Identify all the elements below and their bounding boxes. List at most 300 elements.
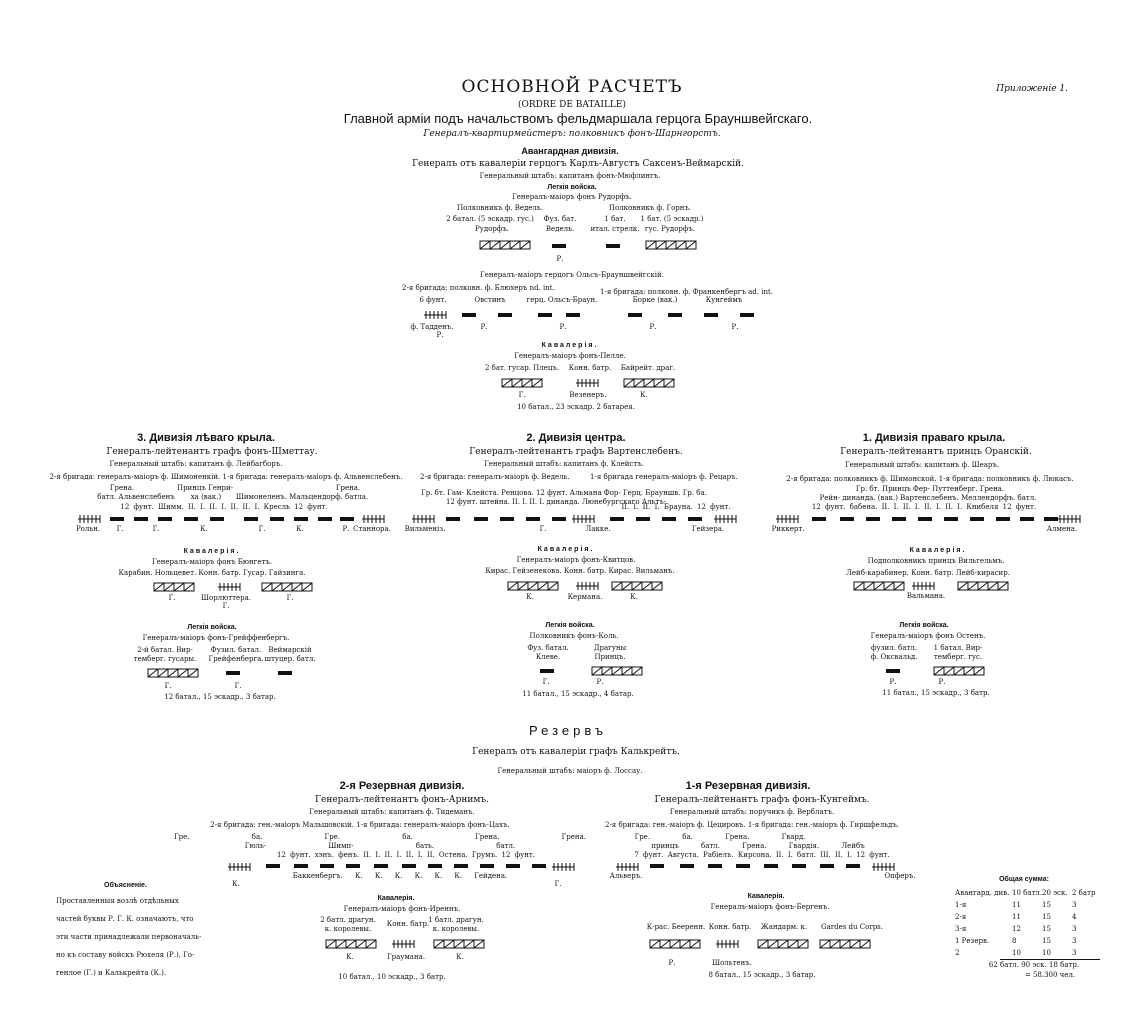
reserve1-unit-origin: Альверъ. (609, 872, 643, 880)
left-unit-origin: Р. (342, 525, 350, 533)
center-cav-origin: Кермана. (567, 593, 603, 601)
artillery-battery-symbol (576, 582, 598, 590)
left-unit-origin: К. (296, 525, 304, 533)
cavalry-squadrons-symbol (154, 583, 194, 591)
reserve1-cav-commander: Генералъ-маіоръ фонъ-Бергенъ. (710, 903, 830, 911)
center-light-commander: Полковникъ фонъ-Коль. (529, 632, 619, 640)
vanguard-light-commander: Генералъ-маіоръ фонъ Рудорфъ. (512, 193, 632, 201)
infantry-battalion-symbol (184, 517, 198, 521)
infantry-battalion-symbol (374, 864, 388, 868)
vanguard-inf-label: Овстинъ (474, 296, 506, 304)
infantry-battalion-symbol (606, 244, 620, 248)
vanguard-brigade-2: 2-я бригада: полковн. ф. Блюхеръ nd. int. (402, 284, 555, 292)
center-unit-origin: Вильменіз. (404, 525, 446, 533)
vanguard-brigade-commander: Генералъ-маіоръ герцогъ Ольсъ-Брауншвейгскій. (480, 271, 664, 279)
reserve1-cav-label: Жандарм. к. (760, 923, 808, 931)
infantry-battalion-symbol (764, 864, 778, 868)
right-cav-origin: Вальмана. (906, 592, 946, 600)
left-cav-origin: Г. (222, 602, 230, 610)
infantry-battalion-symbol (226, 671, 240, 675)
reserve2-cav-label: 1 батл. драгун. (428, 916, 484, 924)
vanguard-light-unit: 2 батал. (5 эскадр. гус.) (446, 215, 534, 223)
infantry-battalion-symbol (500, 517, 514, 521)
reserve2-cav-label2: к. королевы. (432, 925, 480, 933)
infantry-battalion-symbol (266, 864, 280, 868)
totals-cell: 3 (1072, 937, 1077, 945)
infantry-battalion-symbol (446, 517, 460, 521)
totals-cell: 2-я (955, 913, 967, 921)
infantry-battalion-symbol (812, 517, 826, 521)
artillery-battery-symbol (576, 379, 598, 387)
infantry-battalion-symbol (294, 517, 308, 521)
center-cav-commander: Генералъ-маіоръ фонъ-Квитцов. (516, 556, 636, 564)
infantry-battalion-symbol (662, 517, 676, 521)
artillery-battery-symbol (78, 515, 100, 523)
artillery-battery-symbol (392, 940, 414, 948)
left-cav-commander: Генералъ-маіоръ фонъ Бюнгетъ. (151, 558, 273, 566)
legend-line: эти части принадлежали первоначаль- (56, 933, 202, 941)
reserve2-cav-label2: к. королевы. (324, 925, 372, 933)
center-cav-labels: Кирас. Гейзенекова. Конн. батр. Кирас. Вильманъ. (485, 567, 675, 575)
right-light-label: фузил. батл. (871, 644, 917, 652)
cavalry-squadrons-symbol (612, 582, 662, 590)
center-light-label: Драгуны (593, 644, 627, 652)
infantry-battalion-symbol (636, 517, 650, 521)
right-cav-commander: Подполковникъ принцъ Вильгельмъ. (867, 557, 1005, 565)
cavalry-squadrons-symbol (508, 582, 558, 590)
legend-line: Проставленныя возлѣ отдѣльных (56, 897, 179, 905)
vanguard-inf-origin: Р. (436, 331, 444, 339)
infantry-battalion-symbol (610, 517, 624, 521)
legend-line: частей буквы Р. Г. К. означаютъ, что (56, 915, 194, 923)
left-unit-top2: ха (вак.) (190, 493, 222, 501)
infantry-battalion-symbol (680, 864, 694, 868)
vanguard-cav-origin: Везенеръ. (569, 391, 607, 399)
infantry-battalion-symbol (566, 313, 580, 317)
reserve1-cav-origin: Шольтенъ. (712, 959, 752, 967)
artillery-battery-symbol (912, 582, 934, 590)
right-unit-origin: Риккерт. (771, 525, 805, 533)
vanguard-inf-label: герц. Ольсъ-Браун. (526, 296, 598, 304)
totals-cell: 3 (1072, 901, 1077, 909)
main-heading: Главной арміи подъ начальствомъ фельдмаршала герцога Брауншвейгскаго. (343, 111, 813, 126)
left-summary: 12 батал., 15 эскадр., 3 батар. (164, 693, 276, 701)
reserve2-cav-commander: Генералъ-маіоръ фонъ-Иреннъ. (343, 905, 461, 913)
reserve1-staff: Генеральный штабъ: поручикъ ф. Верблатъ. (669, 808, 835, 816)
infantry-battalion-symbol (650, 864, 664, 868)
quartermaster: Генералъ-квартирмейстеръ: полковникъ фонъ-Шарнгорстъ. (423, 129, 721, 139)
right-unit-origin: Алмена. (1046, 525, 1078, 533)
left-light-label: 2-й батал. Вир- (137, 646, 193, 654)
vanguard-cav-commander: Генералъ-маіоръ фонъ-Пелле. (514, 352, 626, 360)
reserve2-brigades: 2-я бригада: ген.-маіоръ Мальшовскій. 1-я бригада: генералъ-маіоръ фонъ-Цахъ. (210, 821, 510, 829)
cavalry-squadrons-symbol (624, 379, 674, 387)
center-unit-origin: Лакке. (585, 525, 611, 533)
center-units-top: Гр. бт. Гам- Клейста. Ренцова. 12 фунт. Альмана Фор- Герц. Брауншв. Гр. ба. (421, 489, 707, 497)
totals-cell: Авангард. див. (955, 889, 1010, 897)
center-brigade-1: 1-я бригада генералъ-маіоръ ф. Рецаръ. (590, 473, 738, 481)
right-division-commander: Генералъ-лейтенантъ принцъ Оранскій. (840, 447, 1032, 457)
artillery-battery-symbol (218, 583, 240, 591)
vanguard-col2-commander: Полковникъ ф. Горнъ. (608, 204, 692, 212)
vanguard-inf-origin: Р. (649, 323, 657, 331)
artillery-battery-symbol (872, 863, 894, 871)
infantry-battalion-symbol (244, 517, 258, 521)
vanguard-cav-label: Байрейт. драг. (620, 364, 676, 372)
left-division-commander: Генералъ-лейтенантъ графъ фонъ-Шметтау. (106, 447, 318, 457)
infantry-battalion-symbol (346, 864, 360, 868)
reserve1-cav-label: К-рас. Бееренн. (646, 923, 706, 931)
left-light-label: Веймарскій (268, 646, 312, 654)
center-light-title: Легкія войска. (545, 622, 595, 629)
totals-sum: 62 батл. 90 эск. 18 батр. (988, 961, 1080, 969)
appendix-label: Приложеніе 1. (996, 84, 1068, 94)
reserve1-cav-origin: Р. (668, 959, 676, 967)
right-division-brigades: 2-я бригада: полковникъ ф. Шимонской. 1-я бригада: полковникъ ф. Люкасъ. (786, 475, 1074, 483)
artillery-battery-symbol (1058, 515, 1080, 523)
totals-cell: 3 (1072, 925, 1077, 933)
left-light-origin: Г. (234, 682, 242, 690)
totals-cell: 15 (1042, 901, 1051, 909)
vanguard-inf-origin: ф. Тадденъ. (410, 323, 454, 331)
cavalry-squadrons-symbol (480, 241, 530, 249)
vanguard-cav-label: 2 бат. гусар. Плецъ. (484, 364, 560, 372)
left-unit-origin: Рольн. (75, 525, 101, 533)
right-cav-title: Кавалерія. (909, 547, 967, 554)
infantry-battalion-symbol (552, 244, 566, 248)
vanguard-inf-label: 6 фунт. (419, 296, 447, 304)
legend-line: но къ составу войскъ Рюхеля (Р.), Го- (56, 951, 195, 959)
infantry-battalion-symbol (708, 864, 722, 868)
vanguard-inf-label: Кунгеймъ (705, 296, 743, 304)
infantry-battalion-symbol (792, 864, 806, 868)
left-unit-origin: Г. (258, 525, 266, 533)
infantry-battalion-symbol (318, 517, 332, 521)
reserve2-unit-origin: К. (232, 880, 240, 888)
totals-cell: 12 (1012, 925, 1021, 933)
infantry-battalion-symbol (944, 517, 958, 521)
left-unit-top2: Шимонеленъ. Мальцендорф. батла. (235, 493, 369, 501)
totals-cell: 10 (1012, 949, 1021, 957)
reserve1-commander: Генералъ-лейтенантъ графъ фонъ-Кунгеймъ. (654, 795, 870, 805)
cavalry-squadrons-symbol (262, 583, 312, 591)
center-division-title: 2. Дивизія центра. (526, 432, 626, 444)
totals-cell: 11 (1012, 901, 1021, 909)
center-unit-origin: Гейзера. (691, 525, 725, 533)
right-summary: 11 батал., 15 эскадр., 3 батр. (882, 689, 990, 697)
infantry-battalion-symbol (506, 864, 520, 868)
vanguard-light-unit: 1 бат. (604, 215, 626, 223)
cavalry-squadrons-symbol (434, 940, 484, 948)
infantry-battalion-symbol (1044, 517, 1058, 521)
reserve1-unit-origin: Опферъ. (884, 872, 916, 880)
reserve2-cav-label: Конн. батр. (386, 920, 430, 928)
reserve2-cav-origin: Граумана. (386, 953, 426, 961)
infantry-battalion-symbol (866, 517, 880, 521)
totals-cell: 20 эск. (1042, 889, 1068, 897)
artillery-battery-symbol (716, 940, 738, 948)
totals-title: Общая сумма: (999, 876, 1049, 883)
right-light-label2: ф. Оксвальд. (870, 653, 918, 661)
totals-men: = 58.300 чел. (1024, 971, 1076, 979)
reserve1-units-row: 7 фунт. Августа. Рабіелъ. Кирсона. II. I. батл. III. II. I. 12 фунт. (634, 851, 890, 859)
left-units-row: 12 фунт. Шимм. II. I. II. I. II. II. I. Кресль 12 фунт. (120, 503, 328, 511)
center-brigade-2: 2-я бригада: генералъ-маіоръ ф. Ведель. (420, 473, 570, 481)
cavalry-squadrons-symbol (854, 582, 904, 590)
left-division-staff: Генеральный штабъ: капитанъ ф. Лейбагборъ. (109, 460, 283, 468)
cavalry-squadrons-symbol (958, 582, 1008, 590)
vanguard-inf-label: Борке (вак.) (632, 296, 678, 304)
reserve1-units-top2: принцъ батл. Грена. Гвардія. Лейбъ (651, 842, 865, 850)
totals-cell: 2 (955, 949, 960, 957)
right-light-commander: Генералъ-маіоръ фонъ Остенъ. (870, 632, 986, 640)
infantry-battalion-symbol (278, 671, 292, 675)
left-unit-origin: Станнора. (353, 525, 391, 533)
totals-cell: 15 (1042, 913, 1051, 921)
center-light-label2: Принцъ. (594, 653, 626, 661)
artillery-battery-symbol (362, 515, 384, 523)
artillery-battery-symbol (424, 311, 446, 319)
infantry-battalion-symbol (538, 313, 552, 317)
center-units-top2: 12 фунт. штейна. II. I. II. I. динанда. Люнебургскаго Альтъ- (445, 498, 667, 506)
center-cav-title: Кавалерія. (537, 546, 595, 553)
totals-cell: 11 (1012, 913, 1021, 921)
cavalry-squadrons-symbol (502, 379, 542, 387)
reserve1-title: 1-я Резервная дивизія. (685, 780, 811, 792)
reserve2-cav-title: Кавалерія. (377, 895, 415, 902)
center-summary: 11 батал., 15 эскадр., 4 батар. (522, 690, 634, 698)
left-unit-origin: Г. (152, 525, 160, 533)
vanguard-light-unit: 1 бат. (5 эскадр.) (640, 215, 704, 223)
totals-cell: 15 (1042, 937, 1051, 945)
left-light-label: Фузил. батал. (210, 646, 262, 654)
artillery-battery-symbol (572, 515, 594, 523)
cavalry-squadrons-symbol (646, 241, 696, 249)
totals-cell: 15 (1042, 925, 1051, 933)
right-light-origin: Р. (938, 678, 946, 686)
left-division-title: 3. Дивизія лѣваго крыла. (137, 432, 275, 444)
center-division-staff: Генеральный штабъ: капитанъ ф. Клейстъ. (484, 460, 644, 468)
vanguard-commander: Генералъ отъ кавалеріи герцогъ Карлъ-Августъ Саксенъ-Веймарскій. (412, 159, 744, 169)
center-unit-origin: Г. (539, 525, 547, 533)
vanguard-light-name: гус. Рудорфъ. (644, 225, 696, 233)
infantry-battalion-symbol (270, 517, 284, 521)
infantry-battalion-symbol (532, 864, 546, 868)
vanguard-inf-origin: Р. (480, 323, 488, 331)
reserve1-units-top: Гре. ба. Грена. Гвард. (634, 833, 806, 841)
vanguard-summary: 10 батал., 23 эскадр. 2 батарея. (517, 403, 635, 411)
left-unit-origin: Г. (116, 525, 124, 533)
reserve2-cav-label: 2 батл. драгун. (320, 916, 376, 924)
vanguard-title: Авангардная дивизія. (521, 146, 619, 156)
artillery-battery-symbol (616, 863, 638, 871)
totals-cell: 3 (1072, 949, 1077, 957)
left-cav-origin: Шорлюттера. (201, 594, 251, 602)
infantry-battalion-symbol (628, 313, 642, 317)
reserve-title: Резервъ (529, 723, 607, 738)
infantry-battalion-symbol (552, 517, 566, 521)
vanguard-light-name: Рудорфъ. (475, 225, 509, 233)
infantry-battalion-symbol (340, 517, 354, 521)
infantry-battalion-symbol (918, 517, 932, 521)
cavalry-squadrons-symbol (326, 940, 376, 948)
totals-cell: 3-я (955, 925, 967, 933)
vanguard-light-unit: Фуз. бат. (543, 215, 577, 223)
infantry-battalion-symbol (704, 313, 718, 317)
reserve2-title: 2-я Резервная дивизія. (339, 780, 465, 792)
vanguard-cav-label: Конн. батр. (568, 364, 612, 372)
reserve2-units-origin: Баккенбергъ. К. К. К. К. К. К. Гейдена. (292, 872, 508, 880)
infantry-battalion-symbol (402, 864, 416, 868)
infantry-battalion-symbol (970, 517, 984, 521)
infantry-battalion-symbol (480, 864, 494, 868)
infantry-battalion-symbol (294, 864, 308, 868)
reserve1-cav-label: Gardes du Corps. (821, 923, 883, 931)
infantry-battalion-symbol (454, 864, 468, 868)
vanguard-cav-title: Кавалерія. (541, 342, 599, 349)
center-cav-origin: К. (526, 593, 534, 601)
artillery-battery-symbol (776, 515, 798, 523)
vanguard-inf-origin: Р. (559, 323, 567, 331)
totals-cell: 10 (1042, 949, 1051, 957)
reserve2-units-row: 12 фунт. хэнъ. фенъ. II. I. II. I. II. I. II. Остена. Грумъ. 12 фунт. (277, 851, 535, 859)
infantry-battalion-symbol (210, 517, 224, 521)
vanguard-light-name: Ведель. (545, 225, 575, 233)
artillery-battery-symbol (552, 863, 574, 871)
left-unit-origin: К. (200, 525, 208, 533)
infantry-battalion-symbol (540, 669, 554, 673)
left-unit-top: Грена. (109, 484, 135, 492)
infantry-battalion-symbol (526, 517, 540, 521)
reserve2-cav-origin: К. (346, 953, 354, 961)
center-light-label2: Клеве. (535, 653, 561, 661)
right-units-row: 12 фунт. бабена. II. I. II. I. II. I. II. I. Книбеля 12 фунт. (811, 503, 1037, 511)
center-light-label: Фуз. батал. (527, 644, 569, 652)
right-division-staff: Генеральный штабъ: капитанъ ф. Шеаръ. (844, 461, 1000, 469)
infantry-battalion-symbol (498, 313, 512, 317)
cavalry-squadrons-symbol (592, 667, 642, 675)
infantry-battalion-symbol (996, 517, 1010, 521)
totals-cell: 1-я (955, 901, 967, 909)
cavalry-squadrons-symbol (934, 667, 984, 675)
left-division-brigades: 2-я бригада: генералъ-маіоръ ф. Шимоненкій. 1-я бригада: генералъ-маіоръ ф. Альвенслебенъ. (49, 473, 403, 481)
left-cav-origin: Г. (168, 594, 176, 602)
right-light-title: Легкія войска. (899, 622, 949, 629)
totals-cell: 1 Резерв. (955, 937, 990, 945)
totals-cell: 2 батр (1072, 889, 1096, 897)
reserve2-staff: Генеральный штабъ: капитанъ ф. Тидеманъ. (309, 808, 475, 816)
vanguard-inf-origin: Р. (731, 323, 739, 331)
infantry-battalion-symbol (740, 313, 754, 317)
totals-cell: 10 батл. (1012, 889, 1043, 897)
infantry-battalion-symbol (158, 517, 172, 521)
right-light-label2: темберг. гус. (933, 653, 983, 661)
reserve-staff: Генеральный штабъ: маіоръ ф. Лоссау. (497, 767, 643, 775)
infantry-battalion-symbol (846, 864, 860, 868)
totals-cell: 4 (1072, 913, 1077, 921)
left-light-label2: Грейфенберга. (208, 655, 264, 663)
infantry-battalion-symbol (736, 864, 750, 868)
reserve-commander: Генералъ отъ кавалеріи графъ Калькрейтъ. (472, 747, 680, 757)
cavalry-squadrons-symbol (758, 940, 808, 948)
reserve2-cav-origin: К. (456, 953, 464, 961)
infantry-battalion-symbol (1020, 517, 1034, 521)
page-subtitle: (ORDRE DE BATAILLE) (518, 100, 626, 110)
reserve2-summary: 10 батал., 10 эскадр., 3 батр. (338, 973, 446, 981)
right-light-origin: Р. (889, 678, 897, 686)
left-cav-title: Кавалерія. (183, 548, 241, 555)
reserve2-commander: Генералъ-лейтенантъ фонъ-Арнимъ. (315, 795, 489, 805)
left-unit-top: Грена. (335, 484, 361, 492)
left-light-label2: темберг. гусары. (133, 655, 197, 663)
reserve1-summary: 8 батал., 15 эскадр., 3 батар. (708, 971, 816, 979)
vanguard-staff: Генеральный штабъ: капитанъ фонъ-Мюфлингъ. (479, 172, 661, 180)
cavalry-squadrons-symbol (148, 669, 198, 677)
left-unit-top: Принцъ Генри- (176, 484, 234, 492)
cavalry-squadrons-symbol (650, 940, 700, 948)
vanguard-light-name: итал. стрелк. (590, 225, 640, 233)
artillery-battery-symbol (714, 515, 736, 523)
left-light-commander: Генералъ-маіоръ фонъ-Грейффенбергъ. (142, 634, 290, 642)
infantry-battalion-symbol (110, 517, 124, 521)
center-units-row: II. I. II. I. Брауна. 12 фунт. (621, 503, 731, 511)
infantry-battalion-symbol (892, 517, 906, 521)
page-title: ОСНОВНОЙ РАСЧЕТЪ (461, 77, 683, 97)
right-cav-labels: Лейб-карабинер. Конн. батр. Лейб-кирасир. (846, 569, 1010, 577)
right-units-top2: Рейн- динанда. (вак.) Вартенслебенъ. Меллендорфъ. батл. (819, 494, 1037, 502)
right-division-title: 1. Дивизія праваго крыла. (862, 432, 1006, 444)
left-unit-top2: батл. Альвенслебенъ (97, 493, 175, 501)
artillery-battery-symbol (412, 515, 434, 523)
vanguard-light-origin: Р. (556, 255, 564, 263)
infantry-battalion-symbol (840, 517, 854, 521)
right-light-label: 1 батал. Вир- (933, 644, 983, 652)
right-units-top: Гр. бт. Принцъ Фер- Путтенберг. Грена. (855, 485, 1005, 493)
infantry-battalion-symbol (428, 864, 442, 868)
infantry-battalion-symbol (668, 313, 682, 317)
infantry-battalion-symbol (688, 517, 702, 521)
artillery-battery-symbol (228, 863, 250, 871)
left-cav-origin: Г. (286, 594, 294, 602)
infantry-battalion-symbol (134, 517, 148, 521)
vanguard-cav-origin: Г. (518, 391, 526, 399)
vanguard-cav-origin: К. (640, 391, 648, 399)
center-light-origin: Р. (596, 678, 604, 686)
legend-title: Объясненіе. (104, 882, 147, 889)
center-division-commander: Генералъ-лейтенантъ графъ Вартенслебенъ. (469, 447, 683, 457)
vanguard-brigade-1: 1-я бригада: полковн. ф. Франкенбергъ ad. int. (600, 288, 774, 296)
reserve2-unit-origin: Г. (554, 880, 562, 888)
reserve1-cav-title: Кавалерія. (747, 893, 785, 900)
left-light-origin: Г. (164, 682, 172, 690)
center-cav-origin: К. (630, 593, 638, 601)
left-light-label2: штуцер. батл. (264, 655, 316, 663)
center-light-origin: Г. (542, 678, 550, 686)
left-light-title: Легкія войска. (187, 624, 237, 631)
reserve1-cav-label: Конн. батр. (708, 923, 752, 931)
infantry-battalion-symbol (820, 864, 834, 868)
totals-cell: 8 (1012, 937, 1017, 945)
vanguard-light-title: Легкія войска. (547, 184, 597, 191)
reserve2-units-top: Гре. ба. Гре. ба. Грена. Грена. (174, 833, 586, 841)
reserve1-brigades: 2-я бригада: ген.-маіоръ ф. Цецировъ. 1-я бригада: ген.-маіоръ ф. Гиршфельдъ. (604, 821, 900, 829)
reserve2-units-top2: Гюль- Шимп- бать. батл. (244, 842, 516, 850)
legend-line: генлое (Г.) и Калькрейта (К.). (56, 969, 167, 977)
cavalry-squadrons-symbol (820, 940, 870, 948)
vanguard-col1-commander: Полковникъ ф. Ведель. (457, 204, 543, 212)
infantry-battalion-symbol (886, 669, 900, 673)
infantry-battalion-symbol (474, 517, 488, 521)
